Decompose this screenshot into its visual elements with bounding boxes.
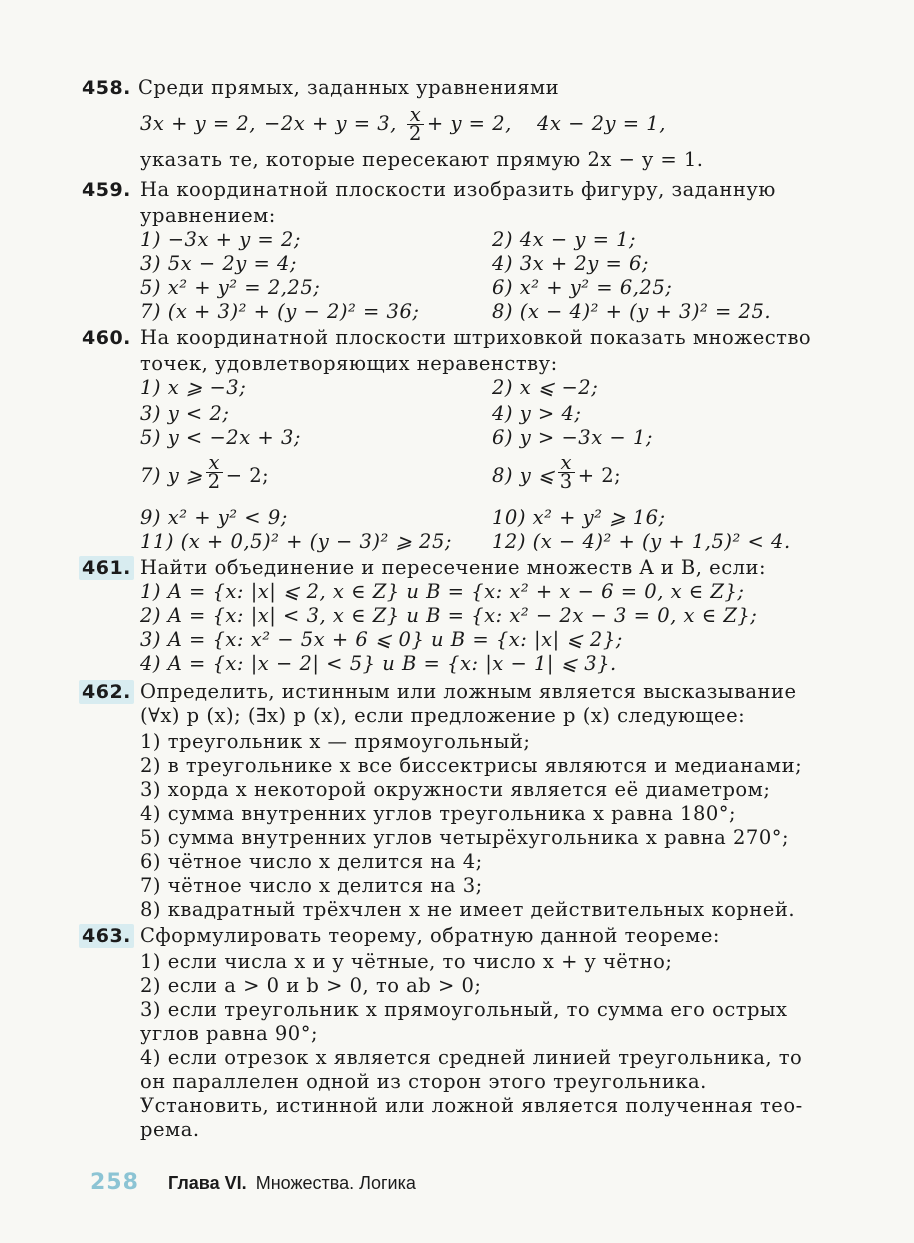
list-item: 2) x ⩽ −2; xyxy=(492,376,599,399)
list-item: 3) хорда x некоторой окружности является её диаметром; xyxy=(140,778,771,801)
list-item: 2) в треугольнике x все биссектрисы являются и медианами; xyxy=(140,754,803,777)
problem-text: Среди прямых, заданных уравнениями xyxy=(138,76,560,99)
list-item-suffix: + 2; xyxy=(577,464,622,487)
problem-text: Сформулировать теорему, обратную данной теореме: xyxy=(140,924,720,947)
fraction-numerator: x xyxy=(407,106,424,125)
problem-number: 459. xyxy=(82,179,131,201)
list-item-suffix: − 2; xyxy=(225,464,270,487)
problem-text: Определить, истинным или ложным является высказывание xyxy=(140,680,797,703)
equation: 3x + y = 2, xyxy=(140,112,256,135)
list-item: 1) если числа x и y чётные, то число x + y чётно; xyxy=(140,950,673,973)
list-item: 1) x ⩾ −3; xyxy=(140,376,247,399)
problem-text: (∀x) p (x); (∃x) p (x), если предложение p (x) следующее: xyxy=(140,704,746,727)
list-item: 2) 4x − y = 1; xyxy=(492,228,637,251)
list-item: 11) (x + 0,5)² + (y − 3)² ⩾ 25; xyxy=(140,530,452,553)
list-item: 4) если отрезок x является средней линией треугольника, то xyxy=(140,1046,803,1069)
list-item: 4) 3x + 2y = 6; xyxy=(492,252,649,275)
list-item-prefix: 7) y ⩾ xyxy=(140,464,203,487)
list-item: 4) y > 4; xyxy=(492,402,582,425)
problem-text: На координатной плоскости штриховкой показать множество xyxy=(140,326,812,349)
chapter-title: Множества. Логика xyxy=(255,1173,416,1193)
list-item: 3) y < 2; xyxy=(140,402,230,425)
problem-number: 463. xyxy=(79,924,134,948)
list-item: 5) x² + y² = 2,25; xyxy=(140,276,321,299)
fraction-denominator: 2 xyxy=(207,470,221,493)
list-item: 1) −3x + y = 2; xyxy=(140,228,301,251)
list-item: 4) A = {x: |x − 2| < 5} и B = {x: |x − 1| ⩽ 3}. xyxy=(140,652,617,675)
problem-text: точек, удовлетворяющих неравенству: xyxy=(140,352,558,375)
list-item: 1) A = {x: |x| ⩽ 2, x ∈ Z} и B = {x: x² + x − 6 = 0, x ∈ Z}; xyxy=(140,580,745,603)
problem-text: Найти объединение и пересечение множеств A и B, если: xyxy=(140,556,767,579)
problem-number: 461. xyxy=(79,556,134,580)
list-item: 6) x² + y² = 6,25; xyxy=(492,276,673,299)
problem-text: уравнением: xyxy=(140,204,276,227)
problem-text: На координатной плоскости изобразить фигуру, заданную xyxy=(140,178,776,201)
list-item: 6) y > −3x − 1; xyxy=(492,426,653,449)
page-number: 258 xyxy=(90,1170,139,1195)
list-item: 9) x² + y² < 9; xyxy=(140,506,288,529)
list-item: 3) A = {x: x² − 5x + 6 ⩽ 0} и B = {x: |x| ⩽ 2}; xyxy=(140,628,623,651)
problem-text: рема. xyxy=(140,1118,200,1141)
equation: 4x − 2y = 1, xyxy=(537,112,666,135)
list-item: 10) x² + y² ⩾ 16; xyxy=(492,506,666,529)
problem-number: 458. xyxy=(82,77,131,99)
problem-number: 462. xyxy=(79,680,134,704)
list-item: 8) (x − 4)² + (y + 3)² = 25. xyxy=(492,300,772,323)
fraction-numerator: x xyxy=(206,454,223,473)
list-item: 3) если треугольник x прямоугольный, то сумма его острых xyxy=(140,998,788,1021)
list-item: 6) чётное число x делится на 4; xyxy=(140,850,483,873)
list-item: 3) 5x − 2y = 4; xyxy=(140,252,297,275)
chapter-label: Глава VI. xyxy=(168,1173,247,1193)
list-item: 2) если a > 0 и b > 0, то ab > 0; xyxy=(140,974,482,997)
list-item-continuation: углов равна 90°; xyxy=(140,1022,319,1045)
list-item-prefix: 8) y ⩽ xyxy=(492,464,555,487)
problem-text-line: указать те, которые пересекают прямую 2x − y = 1. xyxy=(140,148,704,171)
list-item-continuation: он параллелен одной из сторон этого треугольника. xyxy=(140,1070,707,1093)
list-item: 12) (x − 4)² + (y + 1,5)² < 4. xyxy=(492,530,791,553)
equation: + y = 2, xyxy=(426,112,512,135)
problem-text: Установить, истинной или ложной является полученная тео- xyxy=(140,1094,803,1117)
equation-fraction xyxy=(404,103,512,145)
list-item: 5) сумма внутренних углов четырёхугольника x равна 270°; xyxy=(140,826,790,849)
list-item: 2) A = {x: |x| < 3, x ∈ Z} и B = {x: x² − 2x − 3 = 0, x ∈ Z}; xyxy=(140,604,758,627)
fraction-denominator: 3 xyxy=(559,470,573,493)
list-item: 5) y < −2x + 3; xyxy=(140,426,301,449)
list-item xyxy=(140,451,270,493)
page-footer xyxy=(90,1170,416,1195)
list-item: 7) (x + 3)² + (y − 2)² = 36; xyxy=(140,300,420,323)
equation: −2x + y = 3, xyxy=(264,112,397,135)
problem-number: 460. xyxy=(82,327,131,349)
list-item: 7) чётное число x делится на 3; xyxy=(140,874,483,897)
list-item: 8) квадратный трёхчлен x не имеет действительных корней. xyxy=(140,898,796,921)
fraction-numerator: x xyxy=(558,454,575,473)
list-item xyxy=(492,451,622,493)
list-item: 1) треугольник x — прямоугольный; xyxy=(140,730,531,753)
list-item: 4) сумма внутренних углов треугольника x равна 180°; xyxy=(140,802,737,825)
fraction-denominator: 2 xyxy=(409,122,422,145)
